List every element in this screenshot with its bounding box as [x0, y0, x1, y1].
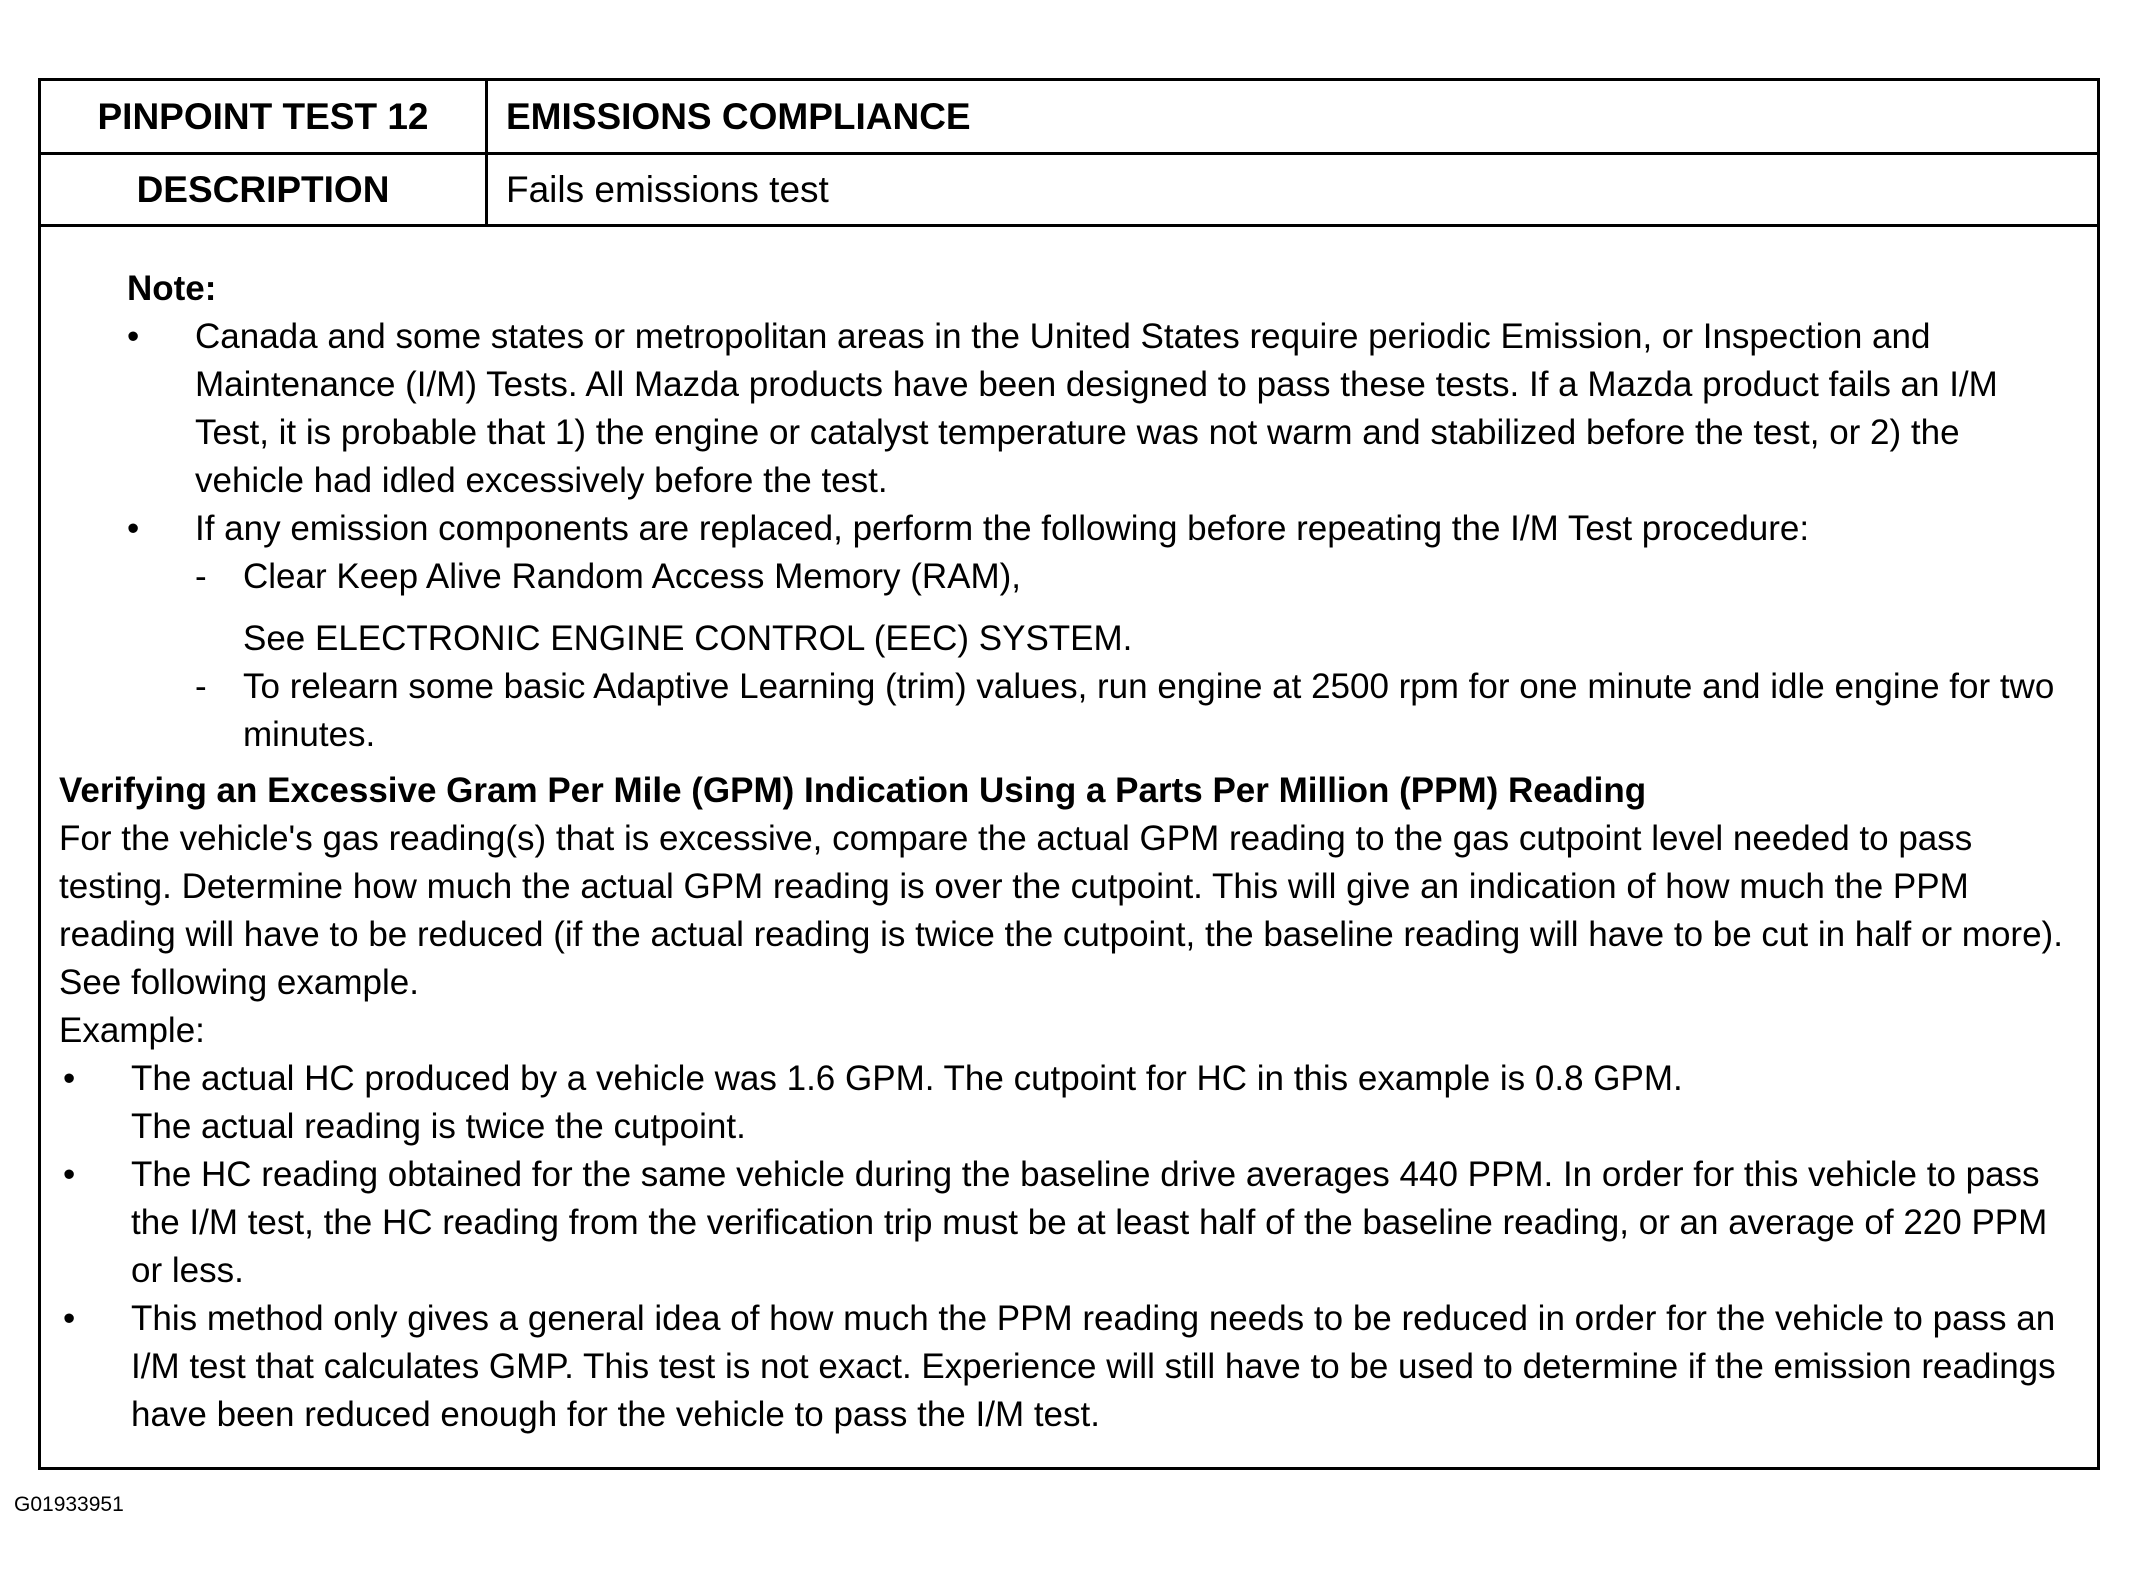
bullet-mark: •	[63, 1059, 76, 1098]
note-section	[127, 265, 2077, 759]
note-bullet-text: If any emission components are replaced, perform the following before repeating the I/M Test procedure:	[195, 509, 1810, 548]
bullet-mark: •	[127, 509, 140, 548]
note-sub-item	[127, 553, 2077, 601]
bullet-mark: •	[127, 317, 140, 356]
figure-id: G01933951	[14, 1493, 124, 1516]
test-title: EMISSIONS COMPLIANCE	[506, 95, 971, 137]
example-label: Example:	[59, 1011, 205, 1050]
test-label: PINPOINT TEST 12	[41, 81, 488, 152]
note-title: Note:	[127, 269, 217, 308]
description-value: Fails emissions test	[506, 168, 829, 210]
header-row-test	[41, 81, 2097, 155]
verify-paragraph: For the vehicle's gas reading(s) that is excessive, compare the actual GPM reading to the gas cutpoint level needed to pass testing. Determine how much the actual GPM reading is over the cutpoint. This will give an indication of how much the PPM reading will have to be reduced (if the actual reading is twice the cutpoint, the baseline reading will have to be cut in half or more). See following example.	[59, 819, 2063, 1002]
example-bullet	[59, 1055, 2084, 1151]
verify-section	[59, 767, 2084, 1439]
see-reference: See ELECTRONIC ENGINE CONTROL (EEC) SYSTEM.	[243, 619, 1133, 658]
example-text: The actual HC produced by a vehicle was 1.6 GPM. The cutpoint for HC in this example is 0.8 GPM.	[131, 1059, 1683, 1098]
description-label: DESCRIPTION	[41, 155, 488, 224]
verify-title: Verifying an Excessive Gram Per Mile (GPM) Indication Using a Parts Per Million (PPM) Reading	[59, 771, 1647, 810]
example-text: The HC reading obtained for the same vehicle during the baseline drive averages 440 PPM. In order for this vehicle to pass the I/M test, the HC reading from the verification trip must be at least half of the baseline reading, or an average of 220 PPM or less.	[131, 1155, 2048, 1290]
bullet-mark: •	[63, 1299, 76, 1338]
dash-mark: -	[195, 557, 207, 596]
test-content	[41, 227, 2097, 1467]
note-sub-text: To relearn some basic Adaptive Learning (trim) values, run engine at 2500 rpm for one minute and idle engine for two minutes.	[243, 667, 2055, 754]
note-bullet	[127, 505, 2077, 553]
note-sub-item	[127, 663, 2077, 759]
dash-mark: -	[195, 667, 207, 706]
note-sub-text: Clear Keep Alive Random Access Memory (RAM),	[243, 557, 1022, 596]
note-bullet-text: Canada and some states or metropolitan areas in the United States require periodic Emission, or Inspection and Maintenance (I/M) Tests. All Mazda products have been designed to pass these tests. If a Mazda product fails an I/M Test, it is probable that 1) the engine or catalyst temperature was not warm and stabilized before the test, or 2) the vehicle had idled excessively before the test.	[195, 317, 1998, 500]
example-bullet	[59, 1151, 2084, 1295]
example-bullet	[59, 1295, 2084, 1439]
example-text: This method only gives a general idea of how much the PPM reading needs to be reduced in order for the vehicle to pass an I/M test that calculates GMP. This test is not exact. Experience will still have to be used to determine if the emission readings have been reduced enough for the vehicle to pass the I/M test.	[131, 1299, 2056, 1434]
example-text-continued: The actual reading is twice the cutpoint.	[131, 1107, 746, 1146]
bullet-mark: •	[63, 1155, 76, 1194]
pinpoint-test-table	[38, 78, 2100, 1470]
note-bullet	[127, 313, 2077, 505]
header-row-description	[41, 155, 2097, 227]
